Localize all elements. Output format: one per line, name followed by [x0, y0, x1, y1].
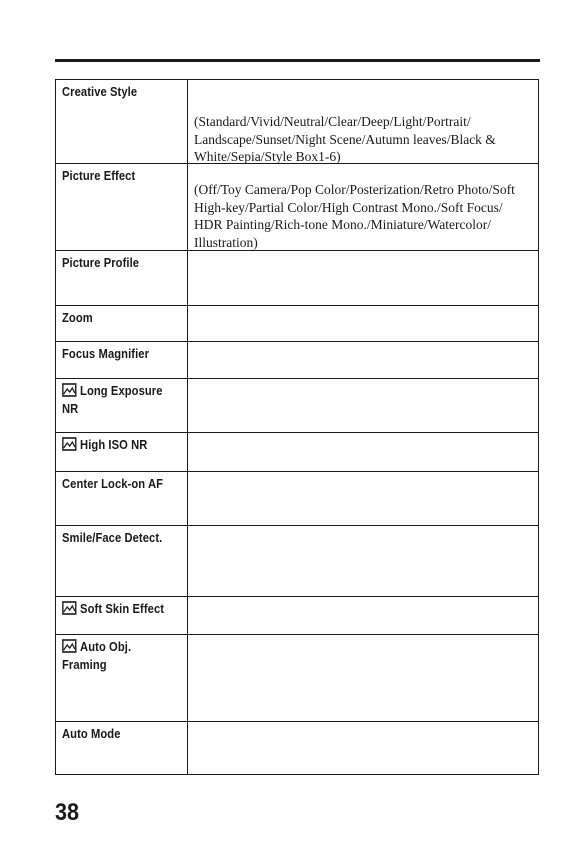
table-row	[56, 251, 538, 306]
row-description-cell	[188, 472, 538, 525]
row-label	[62, 600, 166, 618]
row-description-cell	[188, 80, 538, 163]
row-label: Center Lock-on AF	[62, 476, 164, 491]
row-description: (Standard/Vivid/Neutral/Clear/Deep/Light/Portrait/ Landscape/Sunset/Night Scene/Autumn leaves/Black & White/Sepia/Style Box1-6)	[194, 114, 496, 164]
row-label-cell	[56, 306, 188, 341]
row-label-cell	[56, 722, 188, 774]
row-label-line2: NR	[62, 401, 79, 416]
row-label: Smile/Face Detect.	[62, 530, 163, 545]
row-label: Zoom	[62, 310, 93, 325]
row-label-text: Soft Skin Effect	[80, 601, 165, 616]
table-row	[56, 526, 538, 597]
row-label-cell	[56, 635, 188, 721]
table-row	[56, 433, 538, 472]
table-row	[56, 635, 538, 722]
row-label: Picture Effect	[62, 168, 136, 183]
row-label	[62, 638, 166, 674]
table-row	[56, 80, 538, 164]
row-description-cell	[188, 379, 538, 432]
page-number: 38	[55, 799, 80, 826]
row-label: Focus Magnifier	[62, 346, 150, 361]
row-description-cell	[188, 306, 538, 341]
row-label-line1: Long Exposure	[80, 383, 163, 398]
row-label-cell	[56, 164, 188, 250]
row-label-text: High ISO NR	[80, 437, 148, 452]
row-label	[62, 382, 166, 418]
top-rule	[55, 59, 540, 62]
row-description-cell	[188, 526, 538, 596]
row-label-cell	[56, 597, 188, 634]
row-description-cell	[188, 597, 538, 634]
table-row	[56, 472, 538, 526]
still-image-icon	[62, 383, 77, 397]
table-row	[56, 164, 538, 251]
row-description-cell	[188, 342, 538, 378]
row-label-cell	[56, 342, 188, 378]
still-image-icon	[62, 639, 77, 653]
row-label: Auto Mode	[62, 726, 121, 741]
table-row	[56, 597, 538, 635]
still-image-icon	[62, 601, 77, 615]
table-row	[56, 379, 538, 433]
row-description: (Off/Toy Camera/Pop Color/Posterization/Retro Photo/Soft High-key/Partial Color/High Contrast Mono./Soft Focus/ HDR Painting/Rich-tone Mono./Miniature/Watercolor/ Illustration)	[194, 182, 515, 250]
row-label-cell	[56, 379, 188, 432]
settings-table	[55, 79, 539, 775]
row-label: Creative Style	[62, 84, 138, 99]
row-label: Picture Profile	[62, 255, 140, 270]
row-label-cell	[56, 526, 188, 596]
row-label-cell	[56, 472, 188, 525]
row-label-line1: Auto Obj.	[80, 639, 132, 654]
row-description-cell	[188, 164, 538, 250]
still-image-icon	[62, 437, 77, 451]
row-label-cell	[56, 80, 188, 163]
table-row	[56, 306, 538, 342]
row-label	[62, 436, 166, 454]
row-label-cell	[56, 433, 188, 471]
table-row	[56, 722, 538, 774]
row-description-cell	[188, 635, 538, 721]
row-description-cell	[188, 722, 538, 774]
row-label-cell	[56, 251, 188, 305]
table-row	[56, 342, 538, 379]
row-description-cell	[188, 433, 538, 471]
row-label-line2: Framing	[62, 657, 107, 672]
row-description-cell	[188, 251, 538, 305]
